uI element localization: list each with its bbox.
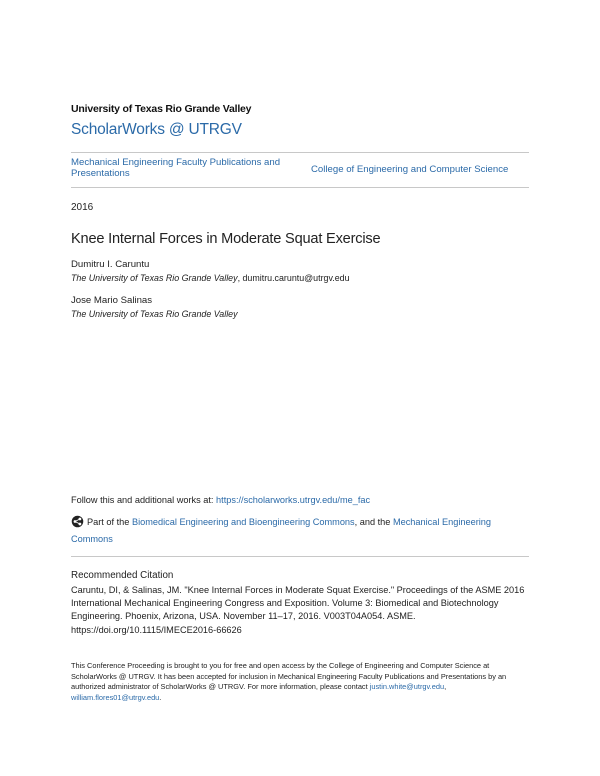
mechanical-commons-link[interactable]: Mechanical Engineering Commons bbox=[71, 517, 492, 544]
author-affiliation bbox=[71, 273, 350, 283]
follow-url-link[interactable]: https://scholarworks.utrgv.edu/me_fac bbox=[216, 495, 371, 505]
author-name: Jose Mario Salinas bbox=[71, 295, 153, 306]
part-of-middle: , and the bbox=[354, 517, 393, 527]
part-of-prefix: Part of the bbox=[87, 517, 132, 527]
contact-email-link[interactable]: william.flores01@utrgv.edu bbox=[71, 692, 160, 702]
footer-end: . bbox=[159, 692, 162, 702]
collections-divider bbox=[71, 187, 529, 188]
biomedical-commons-link[interactable]: Biomedical Engineering and Bioengineering Commons bbox=[131, 517, 355, 527]
paper-title: Knee Internal Forces in Moderate Squat Exercise bbox=[71, 231, 381, 247]
part-of-line bbox=[71, 514, 531, 548]
citation-heading: Recommended Citation bbox=[71, 570, 174, 581]
contact-email-link[interactable]: justin.white@utrgv.edu bbox=[369, 682, 445, 692]
citation-divider bbox=[71, 556, 529, 557]
author-institution: The University of Texas Rio Grande Valley bbox=[71, 273, 238, 283]
author-affiliation bbox=[71, 309, 238, 319]
author-institution: The University of Texas Rio Grande Valley bbox=[71, 309, 238, 319]
university-name: University of Texas Rio Grande Valley bbox=[71, 103, 252, 115]
footer-separator: , bbox=[444, 682, 447, 692]
share-icon bbox=[71, 515, 84, 528]
college-link[interactable]: College of Engineering and Computer Science bbox=[311, 164, 509, 175]
repository-link[interactable]: ScholarWorks @ UTRGV bbox=[71, 121, 242, 138]
follow-label: Follow this and additional works at: bbox=[71, 495, 217, 505]
author-email: , dumitru.caruntu@utrgv.edu bbox=[237, 273, 350, 283]
publication-year: 2016 bbox=[71, 202, 94, 213]
footer-notice bbox=[71, 661, 531, 703]
footer-text: This Conference Proceeding is brought to you for free and open access by the College of Engineering and Computer Science at ScholarWorks @ UTRGV. It has been accepted for inclusion in Mechanical Engineering Faculty Publications and Presentations by an authorized administrator of ScholarWorks @ UTRGV. For more information, please contact bbox=[71, 661, 507, 692]
top-divider bbox=[71, 152, 529, 153]
citation-text: Caruntu, DI, & Salinas, JM. "Knee Internal Forces in Moderate Squat Exercise." Proceedings of the ASME 2016 International Mechanical Engineering Congress and Exposition. Volume 3: Biomedical and Biotechnology Engineering. Phoenix, Arizona, USA. November 11–17, 2016. V003T04A054. ASME. https://doi.org/10.1115/IMECE2016-66626 bbox=[71, 585, 525, 635]
follow-line bbox=[71, 495, 370, 505]
series-link[interactable]: Mechanical Engineering Faculty Publications and Presentations bbox=[71, 157, 281, 179]
author-name: Dumitru I. Caruntu bbox=[71, 259, 150, 270]
